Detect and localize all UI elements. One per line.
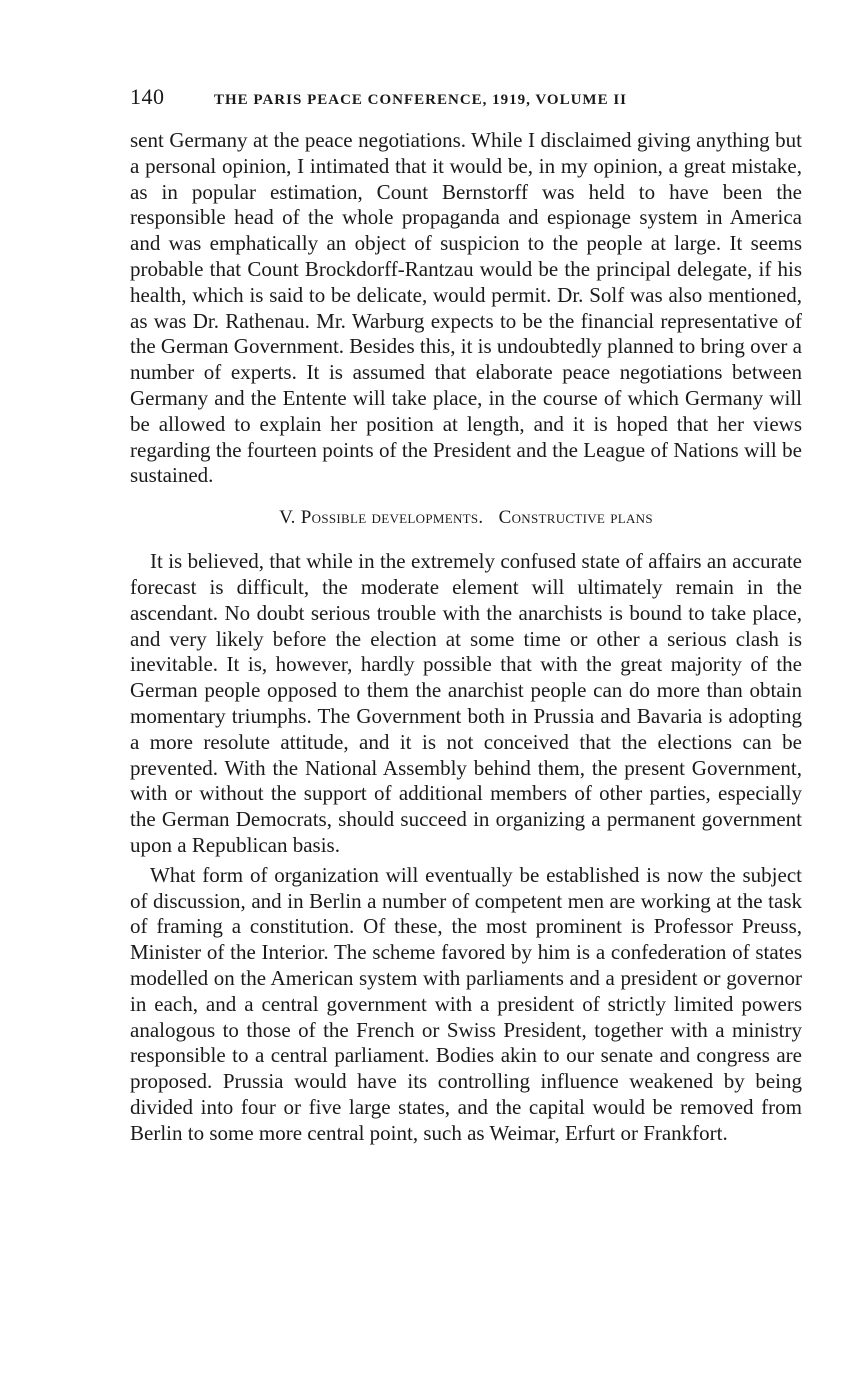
running-header [130,84,802,114]
paragraph-organization: What form of organization will eventually be established is now the subject of discussion, and in Berlin a number of competent men are working at the task of framing a constitution. Of these, the most prominent is Professor Preuss, Minister of the Interior. The scheme favored by him is a confederation of states modelled on the American system with parliaments and a president or governor in each, and a central government with a president of strictly limited powers analogous to those of the French or Swiss President, together with a ministry responsible to a central parliament. Bodies akin to our senate and congress are proposed. Prussia would have its controlling influence weakened by being divided into four or five large states, and the capital would be removed from Berlin to some more central point, such as Weimar, Erfurt or Frankfort. [130,862,802,1145]
section-title-part2: Constructive plans [498,507,653,529]
paragraph-forecast: It is believed, that while in the extremely confused state of affairs an accurate forecast is difficult, the moderate element will ultimately remain in the ascendant. No doubt serious trouble with the anarchists is bound to take place, and very likely before the election at some time or other a serious clash is inevitable. It is, however, hardly possible that with the great majority of the German people opposed to them the anarchist people can do more than obtain momentary triumphs. The Government both in Prussia and Bavaria is adopting a more resolute attitude, and it is not conceived that the elections can be prevented. With the National Assembly behind them, the present Government, with or without the support of additional members of other parties, especially the German Democrats, should succeed in organizing a permanent government upon a Republican basis. [130,549,802,857]
document-page [130,84,802,1146]
section-title-part1: Possible developments. [300,507,484,529]
section-heading [130,507,802,529]
page-number: 140 [130,84,165,109]
section-numeral: V. [279,507,296,529]
paragraph-continuation: sent Germany at the peace negotiations. While I disclaimed giving anything but a personal opinion, I intimated that it would be, in my opinion, a great mistake, as in popular estimation, Count Bernstorff was held to have been the responsible head of the whole propaganda and espionage system in America and was emphatically an object of suspicion to the people at large. It seems probable that Count Brockdorff-Rantzau would be the principal delegate, if his health, which is said to be delicate, would permit. Dr. Solf was also mentioned, as was Dr. Rathenau. Mr. Warburg expects to be the financial representative of the German Government. Besides this, it is undoubtedly planned to bring over a number of experts. It is assumed that elaborate peace negotiations between Germany and the Entente will take place, in the course of which Germany will be allowed to explain her position at length, and it is hoped that her views regarding the fourteen points of the President and the League of Nations will be sustained. [130,128,802,488]
running-title: THE PARIS PEACE CONFERENCE, 1919, VOLUME II [214,92,628,108]
